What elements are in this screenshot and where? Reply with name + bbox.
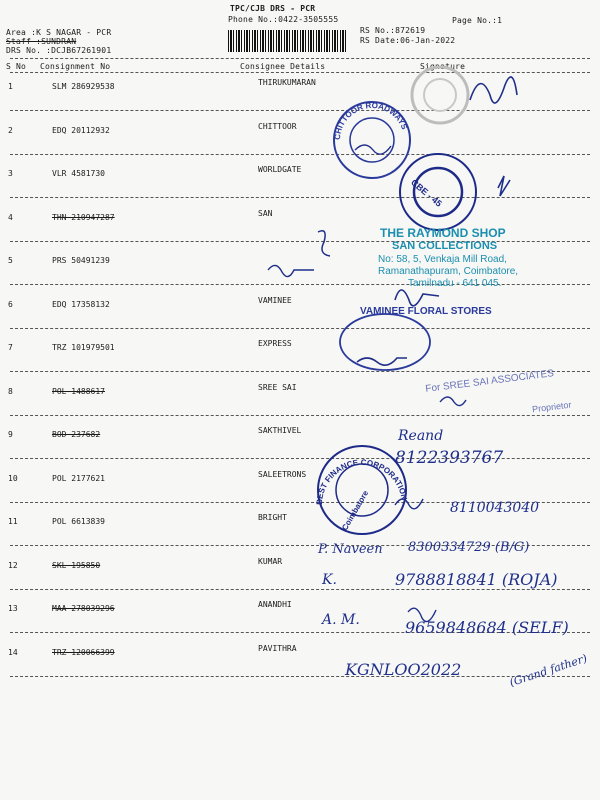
rs-date: RS Date:06-Jan-2022 — [360, 36, 456, 45]
row-consignment-no: POL 6613839 — [52, 517, 105, 526]
handwritten-phone-row12: 8300334729 (B/G) — [408, 540, 530, 555]
svg-text:BEST FINANCE CORPORATION: BEST FINANCE CORPORATION — [314, 457, 409, 506]
row-consignment-no: BOD 237682 — [52, 430, 101, 439]
row-sno: 1 — [8, 82, 13, 91]
col-sno: S No — [6, 62, 27, 71]
col-signature: Signature — [420, 62, 466, 71]
row-consignment-no: VLR 4581730 — [52, 169, 105, 178]
proprietor-text: Proprietor — [531, 399, 572, 415]
row-sno: 5 — [8, 256, 13, 265]
handwritten-phone-row11: 8110043040 — [450, 500, 540, 516]
sheet-title: TPC/CJB DRS - PCR — [230, 4, 316, 13]
row-consignee: BRIGHT — [258, 513, 287, 522]
signature-row2 — [355, 145, 391, 154]
cbe-stamp-text: CBE - 45 — [409, 177, 444, 209]
phone-number: Phone No.:0422-3505555 — [228, 15, 339, 24]
row-consignee: EXPRESS — [258, 339, 292, 348]
row-sno: 2 — [8, 126, 13, 135]
raymond-title: THE RAYMOND SHOP — [380, 226, 506, 240]
handwritten-name-row13: K. — [322, 572, 337, 588]
finance-city-text: Coimbatore — [340, 489, 371, 532]
signature-row10 — [395, 499, 423, 509]
handwritten-name-row15: KGNLOO2022 — [345, 660, 462, 679]
row-consignment-no: TRZ 120066399 — [52, 648, 115, 657]
raymond-subtitle: SAN COLLECTIONS — [392, 240, 498, 252]
handwritten-name-row9: Reand — [398, 428, 444, 444]
row-consignment-no: THN 210947287 — [52, 213, 115, 222]
signature-row5 — [268, 265, 314, 276]
row-sno: 7 — [8, 343, 13, 352]
signature-row7 — [357, 358, 407, 365]
row-consignment-no: POL 1488617 — [52, 387, 105, 396]
vaminee-stamp-text: VAMINEE FLORAL STORES — [360, 306, 492, 317]
signature-row3 — [498, 176, 510, 196]
row-sno: 14 — [8, 648, 18, 657]
row-consignee: CHITTOOR — [258, 122, 297, 131]
chittoor-stamp-text: CHITTOOR ROADWAYS — [332, 100, 409, 141]
raymond-address-1: No: 58, 5, Venkaja Mill Road, — [378, 254, 507, 265]
area-label: Area :K S NAGAR - PCR — [6, 28, 112, 37]
row-consignee: SREE SAI — [258, 383, 297, 392]
row-consignee: THIRUKUMARAN — [258, 78, 316, 87]
drs-number: DRS No. :DCJB67261901 — [6, 46, 112, 55]
col-consignment: Consignment No — [40, 62, 111, 71]
handwritten-phone-row13: 9788818841 (ROJA) — [395, 570, 558, 589]
signature-row1 — [470, 77, 517, 103]
row-consignee: KUMAR — [258, 557, 283, 566]
row-consignment-no: SKL 195850 — [52, 561, 101, 570]
vaminee-stamp — [340, 314, 430, 370]
row-consignee: ANANDHI — [258, 600, 292, 609]
handwritten-note-row15: (Grand father) — [507, 651, 589, 690]
row-consignee: WORLDGATE — [258, 165, 302, 174]
row-consignment-no: SLM 286929538 — [52, 82, 115, 91]
row-consignment-no: MAA 278039296 — [52, 604, 115, 613]
col-consignee: Consignee Details — [240, 62, 326, 71]
handwritten-phone-row14: 9659848684 (SELF) — [405, 618, 569, 637]
row-consignment-no: PRS 50491239 — [52, 256, 110, 265]
sreesai-stamp-text: For SREE SAI ASSOCIATES — [424, 368, 555, 395]
row-sno: 12 — [8, 561, 18, 570]
signature-row8 — [440, 397, 466, 406]
cbe-stamp — [400, 154, 476, 230]
handwritten-name-row12: P. Naveen — [318, 542, 383, 557]
row-sno: 10 — [8, 474, 18, 483]
row-consignment-no: POL 2177621 — [52, 474, 105, 483]
row-sno: 4 — [8, 213, 13, 222]
handwritten-phone-row9: 8122393767 — [395, 448, 504, 468]
row-consignee: PAVITHRA — [258, 644, 297, 653]
staff-label: Staff :SUNDRAN — [6, 37, 77, 46]
row-sno: 3 — [8, 169, 13, 178]
row-sno: 9 — [8, 430, 13, 439]
raymond-address-2: Ramanathapuram, Coimbatore, — [378, 266, 519, 277]
row-consignment-no: TRZ 101979501 — [52, 343, 115, 352]
page-number: Page No.:1 — [452, 16, 503, 25]
signature-row4 — [318, 231, 330, 256]
row-consignee: SALEETRONS — [258, 470, 307, 479]
row-sno: 8 — [8, 387, 13, 396]
faint-seal — [412, 67, 468, 123]
rs-number: RS No.:872619 — [360, 26, 426, 35]
row-consignment-no: EDQ 17358132 — [52, 300, 110, 309]
row-sno: 11 — [8, 517, 18, 526]
row-consignment-no: EDQ 20112932 — [52, 126, 110, 135]
raymond-address-3: Tamilnadu - 641 045. — [408, 278, 502, 289]
handwritten-name-row14: A. M. — [322, 612, 360, 628]
row-sno: 6 — [8, 300, 13, 309]
row-sno: 13 — [8, 604, 18, 613]
row-consignee: VAMINEE — [258, 296, 292, 305]
row-consignee: SAKTHIVEL — [258, 426, 302, 435]
signature-row6 — [395, 290, 439, 306]
row-consignee: SAN — [258, 209, 273, 218]
